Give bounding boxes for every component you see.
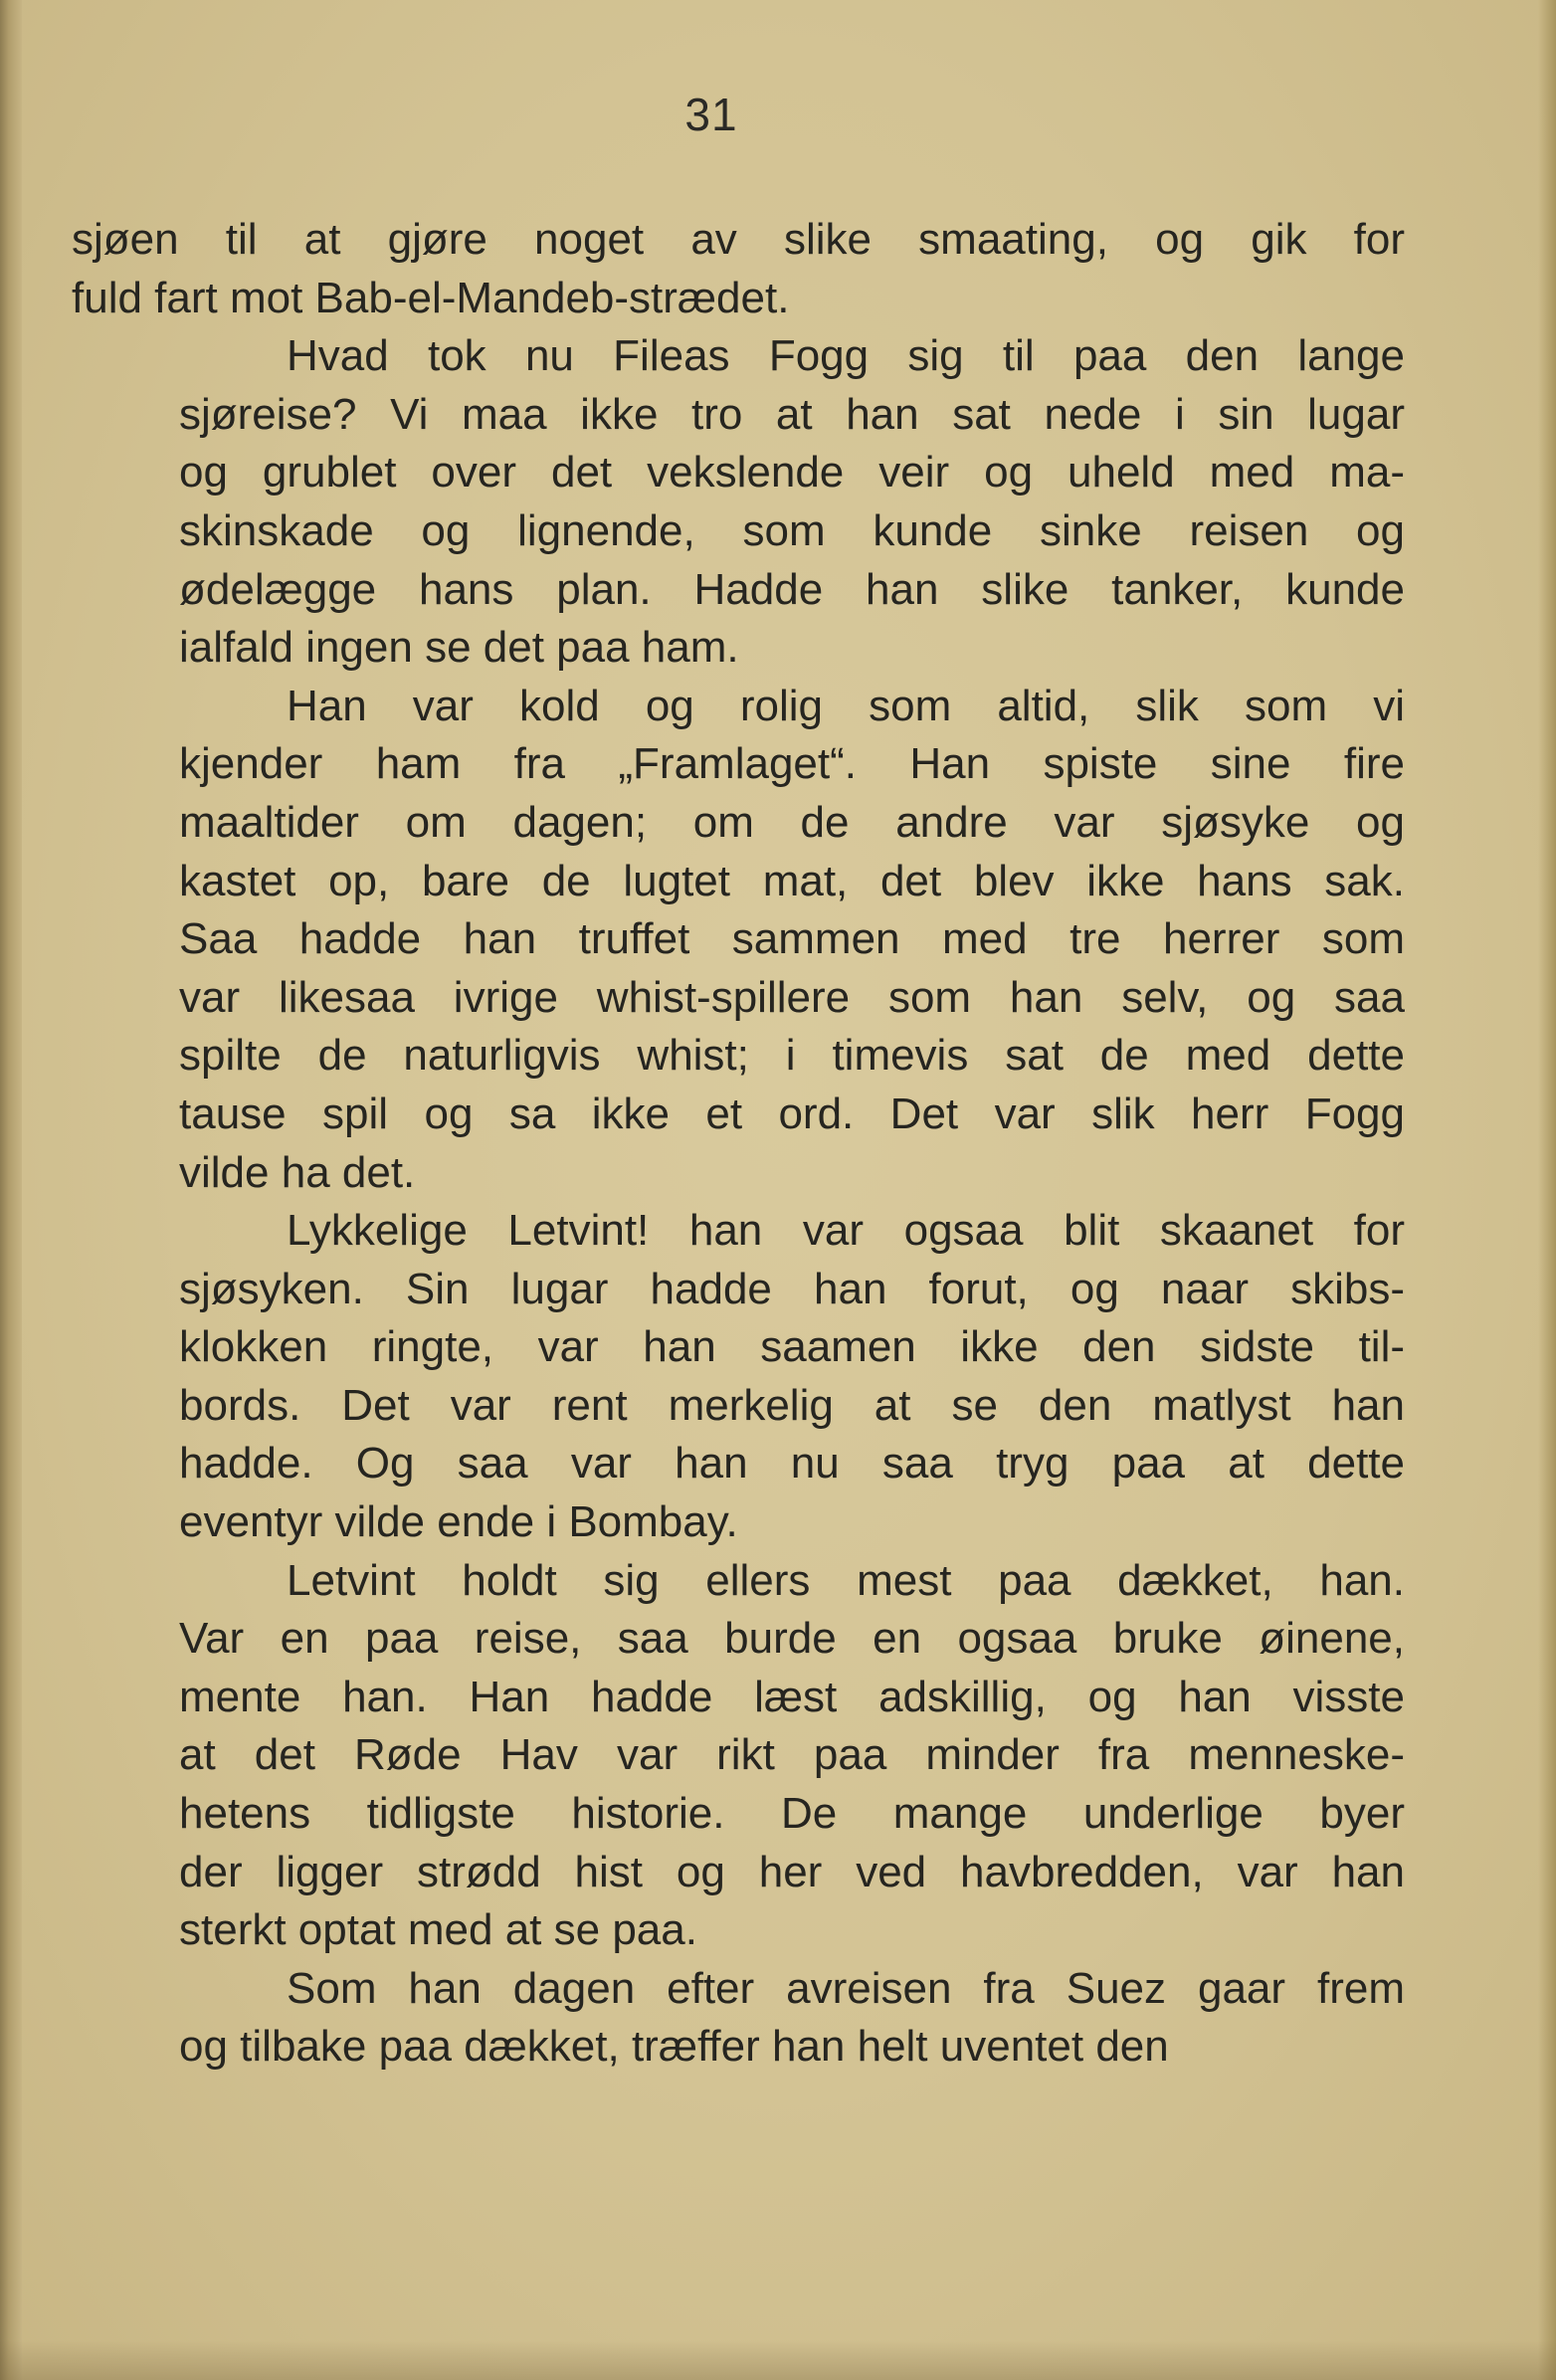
text-line: tause spil og sa ikke et ord. Det var slik herr Fogg: [179, 1089, 1405, 1138]
text-line: og tilbake paa dækket, træffer han helt uventet den: [179, 2022, 1169, 2072]
text-line: mente han. Han hadde læst adskillig, og han visste: [179, 1672, 1405, 1721]
text-line: ødelægge hans plan. Hadde han slike tanker, kunde: [179, 564, 1405, 614]
paragraph: [72, 1960, 1405, 2077]
text-line: kastet op, bare de lugtet mat, det blev ikke hans sak.: [179, 856, 1405, 905]
text-line: Hvad tok nu Fileas Fogg sig til paa den lange: [287, 331, 1405, 381]
text-line: Saa hadde han truffet sammen med tre herrer som: [179, 914, 1405, 964]
page-binding-edge: [0, 0, 22, 2380]
text-line: Lykkelige Letvint! han var ogsaa blit skaanet for: [287, 1206, 1405, 1256]
text-line: ialfald ingen se det paa ham.: [179, 623, 739, 673]
text-line: og grublet over det vekslende veir og uheld med ma-: [179, 448, 1405, 497]
text-line: Var en paa reise, saa burde en ogsaa bruke øinene,: [179, 1614, 1405, 1664]
text-line: Som han dagen efter avreisen fra Suez gaar frem: [287, 1963, 1405, 2013]
paragraph: [72, 678, 1405, 1202]
body-text: [72, 211, 1405, 2077]
text-line: Han var kold og rolig som altid, slik som vi: [287, 681, 1405, 730]
text-line: kjender ham fra „Framlaget“. Han spiste sine fire: [179, 739, 1405, 789]
page-number: 31: [684, 89, 738, 140]
text-line: var likesaa ivrige whist-spillere som han selv, og saa: [179, 972, 1405, 1022]
text-line: maaltider om dagen; om de andre var sjøsyke og: [179, 797, 1405, 847]
text-line: sjøen til at gjøre noget av slike smaating, og gik for: [72, 215, 1405, 264]
paragraph: [72, 327, 1405, 678]
page-right-edge: [1538, 0, 1556, 2380]
text-line: vilde ha det.: [179, 1147, 416, 1197]
text-line: Letvint holdt sig ellers mest paa dækket, han.: [287, 1555, 1405, 1605]
text-line: spilte de naturligvis whist; i timevis sat de med dette: [179, 1031, 1405, 1081]
paragraph: [72, 1202, 1405, 1552]
text-line: at det Røde Hav var rikt paa minder fra menneske-: [179, 1730, 1405, 1780]
page-bottom-edge: [0, 2340, 1556, 2380]
paragraph: [72, 211, 1405, 327]
text-line: sjøreise? Vi maa ikke tro at han sat nede i sin lugar: [179, 389, 1405, 439]
text-line: skinskade og lignende, som kunde sinke reisen og: [179, 505, 1405, 555]
text-line: sterkt optat med at se paa.: [179, 1905, 697, 1955]
text-line: fuld fart mot Bab-el-Mandeb-strædet.: [72, 273, 790, 322]
paragraph: [72, 1552, 1405, 1960]
text-line: eventyr vilde ende i Bombay.: [179, 1497, 738, 1547]
text-line: bords. Det var rent merkelig at se den matlyst han: [179, 1380, 1405, 1430]
text-line: hadde. Og saa var han nu saa tryg paa at dette: [179, 1439, 1405, 1488]
text-line: der ligger strødd hist og her ved havbredden, var han: [179, 1847, 1405, 1896]
text-line: hetens tidligste historie. De mange underlige byer: [179, 1789, 1405, 1839]
text-line: klokken ringte, var han saamen ikke den sidste til-: [179, 1322, 1405, 1372]
text-line: sjøsyken. Sin lugar hadde han forut, og naar skibs-: [179, 1264, 1405, 1313]
